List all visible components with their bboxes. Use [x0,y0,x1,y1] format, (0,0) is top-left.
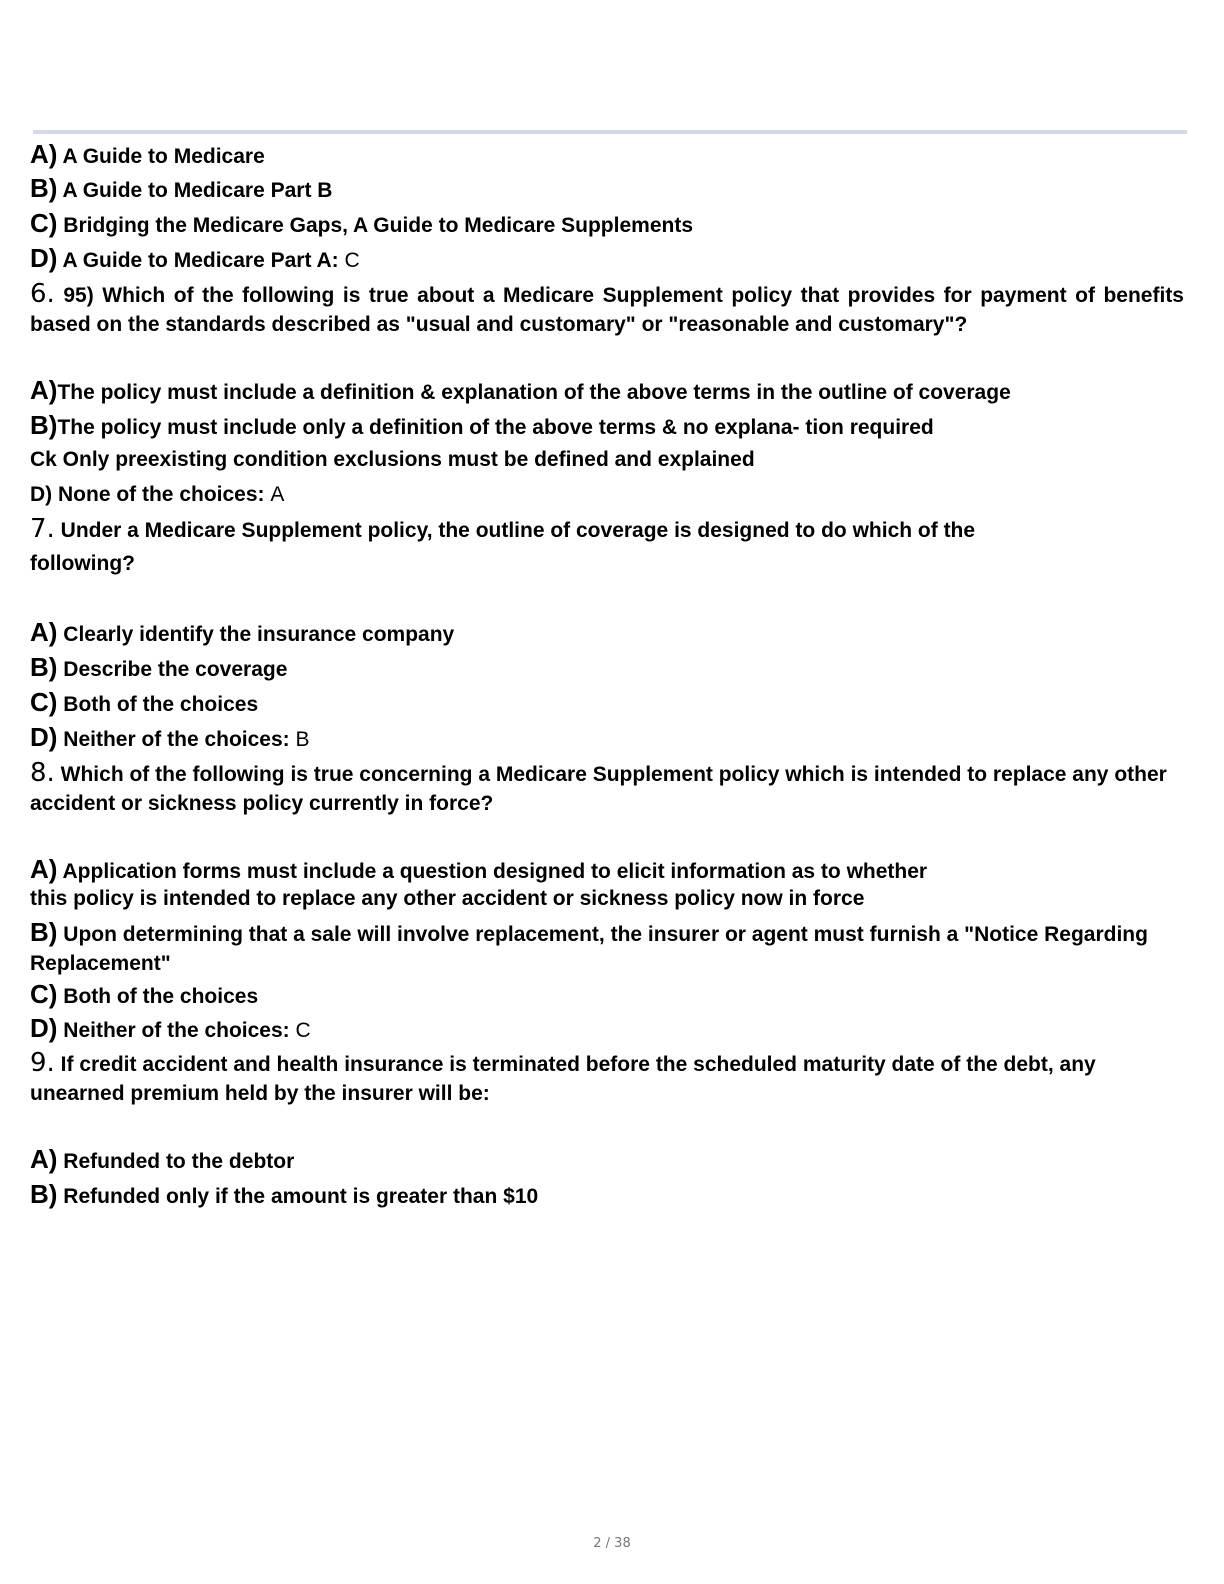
option-text: Neither of the choices: [63,1019,290,1042]
q8-option-b [30,918,1184,978]
option-label: A) [30,617,58,647]
header-rule [33,130,1187,134]
option-text: Both of the choices [63,693,259,716]
q7-option-a [30,619,454,648]
option-text: Refunded to the debtor [63,1150,295,1173]
q6-option-d [30,482,284,508]
option-label: B) [30,173,58,203]
option-label: B) [30,1179,58,1209]
question-text: Under a Medicare Supplement policy, the outline of coverage is designed to do which of the [60,519,976,542]
question-text: Which of the following is true concerning a Medicare Supplement policy which is intended to replace any other accident or sickness policy currently in force? [30,763,1167,815]
option-text: Clearly identify the insurance company [63,623,455,646]
q8-option-c [30,981,258,1010]
q5-option-c [30,210,693,239]
question-6 [30,280,1184,339]
option-text: Refunded only if the amount is greater than $10 [63,1185,539,1208]
q7-option-b [30,654,287,683]
question-text: 95) Which of the following is true about a Medicare Supplement policy that provides for payment of benefits based on the standards described as "usual and customary" or "reasonable and customary"? [30,284,1184,336]
option-label: C) [30,979,58,1009]
q6-option-c [30,447,755,473]
q6-option-b [30,412,934,441]
answer-key: C [344,249,360,272]
question-number: 6. [30,279,55,309]
option-text: The policy must include only a definition of the above terms & no explana- tion required [57,416,934,439]
option-label: B) [30,652,58,682]
option-text: D) None of the choices: [30,483,265,506]
question-number: 9. [30,1048,55,1078]
option-label: A) [30,1144,58,1174]
question-7-continued [30,551,135,577]
option-label: B) [30,917,58,947]
option-label: B) [30,410,58,440]
question-number: 8. [30,758,55,788]
question-text: If credit accident and health insurance is terminated before the scheduled maturity date of the debt, any unearned premium held by the insurer will be: [30,1053,1096,1105]
option-text: The policy must include a definition & explanation of the above terms in the outline of coverage [57,381,1011,404]
option-text: Upon determining that a sale will involve replacement, the insurer or agent must furnish a "Notice Regarding Replacement" [30,923,1148,975]
question-text: following? [30,552,135,575]
q7-option-c [30,689,258,718]
answer-key: C [295,1019,311,1042]
option-label: C) [30,687,58,717]
question-8 [30,759,1184,818]
q7-option-d [30,724,310,753]
option-label: D) [30,722,58,752]
option-label: D) [30,243,58,273]
q8-option-a-continued [30,886,864,912]
option-text: Bridging the Medicare Gaps, A Guide to Medicare Supplements [63,214,694,237]
option-label: C) [30,208,58,238]
option-text: A Guide to Medicare Part A: [62,249,339,272]
option-text: Describe the coverage [63,658,288,681]
question-number: 7. [30,514,55,544]
q8-option-a [30,856,927,885]
page-number: 2 / 38 [593,1536,631,1551]
option-label: D) [30,1013,58,1043]
q5-option-a [30,141,265,170]
q5-option-b [30,175,332,204]
q9-option-a [30,1146,294,1175]
question-9 [30,1049,1184,1108]
option-text: Application forms must include a question designed to elicit information as to whether [62,860,928,883]
answer-key: B [295,728,310,751]
option-text: Ck Only preexisting condition exclusions must be defined and explained [30,448,755,471]
option-text: Both of the choices [63,985,259,1008]
question-7 [30,516,975,544]
option-label: A) [30,375,58,405]
option-text: Neither of the choices: [63,728,290,751]
option-text: A Guide to Medicare Part B [62,179,333,202]
option-text: this policy is intended to replace any other accident or sickness policy now in force [30,887,865,910]
option-label: A) [30,854,58,884]
answer-key: A [270,483,285,506]
q5-option-d [30,245,360,274]
q6-option-a [30,377,1011,406]
option-text: A Guide to Medicare [62,145,265,168]
q8-option-d [30,1015,311,1044]
q9-option-b [30,1181,538,1210]
option-label: A) [30,139,58,169]
